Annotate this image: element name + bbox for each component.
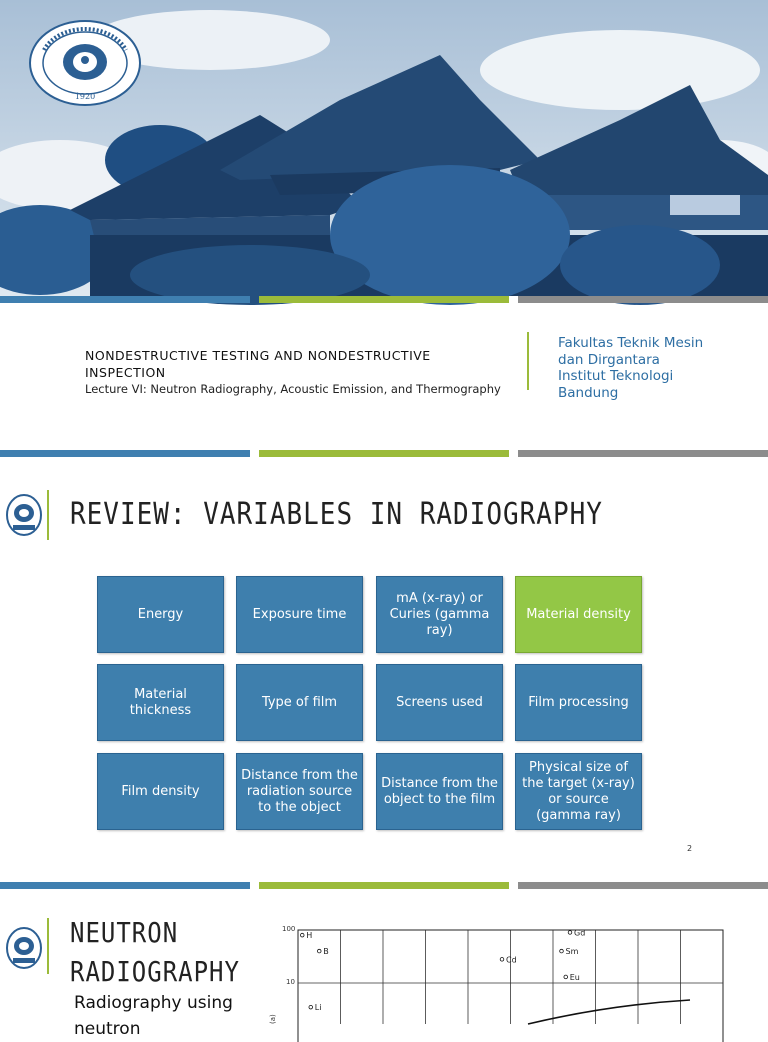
- slide-title: [70, 913, 250, 991]
- grid-cell: Screens used: [376, 664, 503, 741]
- seal-year: 1920: [74, 92, 96, 101]
- y-axis-label-fragment: (a): [269, 1014, 277, 1024]
- grid-cell: Energy: [97, 576, 224, 653]
- stripe-gray: [518, 882, 768, 889]
- grid-cell: Distance from the radiation source to the object: [236, 753, 363, 830]
- chart-grid: [298, 930, 723, 1042]
- stripe-green: [259, 296, 509, 303]
- stripe-gray: [518, 450, 768, 457]
- data-point: [560, 949, 564, 953]
- stripe-blue: [0, 296, 250, 303]
- grid-cell: Type of film: [236, 664, 363, 741]
- itb-small-logo: [5, 926, 43, 970]
- institution-line: Institut Teknologi: [558, 368, 674, 384]
- itb-small-logo: [5, 493, 43, 537]
- grid-cell-highlighted: Material density: [515, 576, 642, 653]
- deck-subtitle: Lecture VI: Neutron Radiography, Acoustic Emission, and Thermography: [85, 382, 501, 396]
- slide-title-line: RADIOGRAPHY: [70, 955, 240, 988]
- title-divider: [47, 918, 49, 974]
- data-point: [309, 1005, 313, 1009]
- stripe-green: [259, 450, 509, 457]
- itb-seal-logo: [28, 20, 142, 106]
- slide-title: REVIEW: VARIABLES IN RADIOGRAPHY: [70, 497, 603, 533]
- institution-divider: [527, 332, 529, 390]
- data-point-label: Gd: [574, 928, 586, 938]
- title-divider: [47, 490, 49, 540]
- data-point: [568, 931, 572, 935]
- stripe-blue: [0, 450, 250, 457]
- data-point-label: B: [323, 947, 329, 957]
- cross-section-chart: [269, 920, 728, 1024]
- stripe-gray: [518, 296, 768, 303]
- grid-cell: mA (x-ray) or Curies (gamma ray): [376, 576, 503, 653]
- deck-title: NONDESTRUCTIVE TESTING AND NONDESTRUCTIVE INSPECTION: [85, 348, 431, 380]
- grid-cell: Film density: [97, 753, 224, 830]
- stripe-blue: [0, 882, 250, 889]
- title-slide-text: [85, 347, 505, 397]
- data-point: [300, 933, 304, 937]
- stripe-green: [259, 882, 509, 889]
- grid-cell: Distance from the object to the film: [376, 753, 503, 830]
- data-point-label: Sm: [565, 947, 579, 957]
- trend-curve: [528, 1000, 690, 1024]
- data-point-label: H: [306, 931, 313, 941]
- slide-body-text: Radiography using neutron: [74, 993, 233, 1039]
- institution-line: Bandung: [558, 384, 619, 401]
- y-tick-label: 100: [282, 925, 296, 933]
- data-point-label: Cd: [506, 955, 517, 965]
- institution-block: [558, 335, 758, 401]
- data-point: [500, 958, 504, 962]
- grid-cell: Film processing: [515, 664, 642, 741]
- institution-line: Fakultas Teknik Mesin: [558, 335, 704, 351]
- data-point-label: Li: [314, 1003, 322, 1013]
- y-tick-label: 10: [286, 978, 295, 986]
- chart-points: [300, 928, 585, 1012]
- institution-line: dan Dirgantara: [558, 351, 660, 368]
- slide-title-line: NEUTRON: [70, 916, 179, 949]
- data-point: [317, 949, 321, 953]
- data-point-label: Eu: [569, 972, 580, 982]
- page-number: 2: [687, 844, 693, 853]
- grid-cell: Material thickness: [97, 664, 224, 741]
- grid-cell: Physical size of the target (x-ray) or source (gamma ray): [515, 753, 642, 830]
- data-point: [564, 975, 568, 979]
- grid-cell: Exposure time: [236, 576, 363, 653]
